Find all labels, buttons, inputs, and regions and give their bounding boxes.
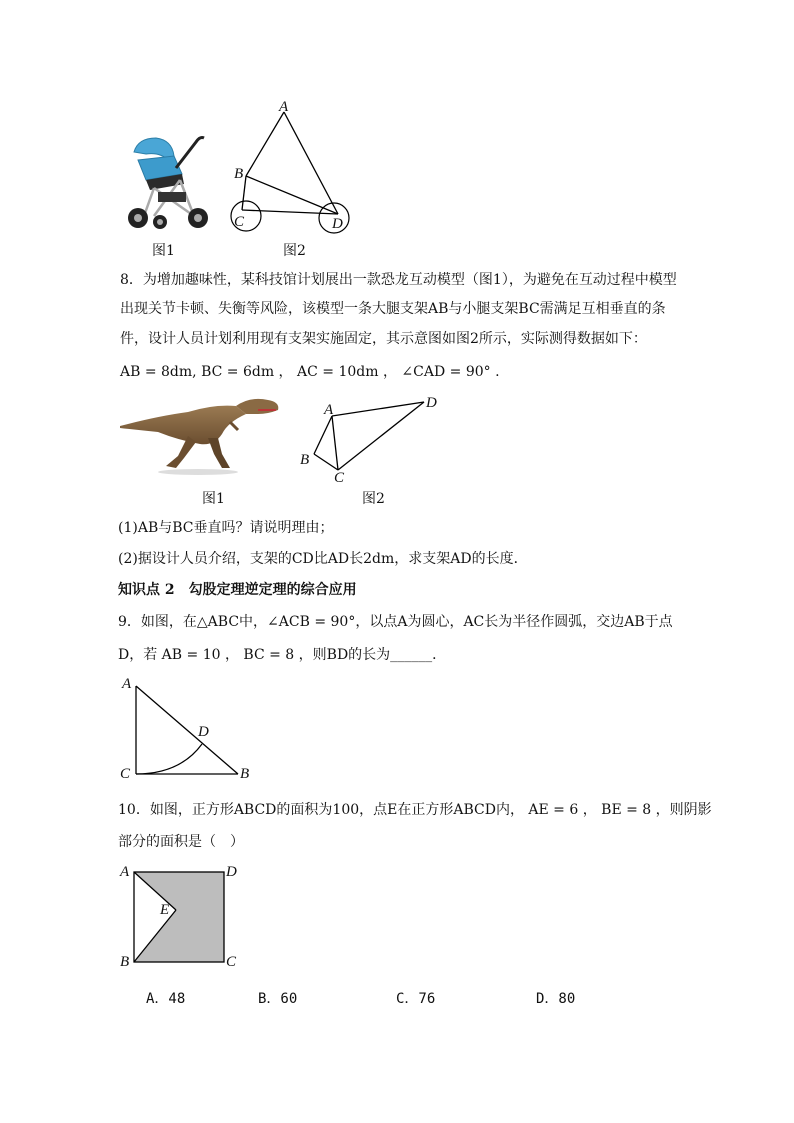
q10-square-diagram (126, 864, 236, 970)
q8-line-1: 8．为增加趣味性，某科技馆计划展出一款恐龙互动模型（图1），为避免在互动过程中模型 (120, 272, 677, 288)
fig2-caption-top: 图2 (283, 243, 306, 259)
label-c: C (234, 214, 245, 230)
q10-label-b: B (120, 954, 130, 970)
dinosaur-icon (118, 392, 282, 476)
label-d: D (332, 216, 343, 232)
q8-fig2-caption: 图2 (362, 491, 385, 507)
q10-option-c[interactable]: C．76 (396, 991, 436, 1007)
stroller-icon (124, 130, 216, 236)
q10-label-a: A (120, 864, 130, 880)
q9-label-c: C (120, 766, 131, 782)
q9-label-a: A (122, 676, 132, 692)
q9-label-d: D (198, 724, 209, 740)
q8-line-4: AB = 8dm, BC = 6dm ， AC = 10dm ， ∠CAD = 90° . (120, 364, 500, 380)
q9-line-1: 9．如图，在△ABC中，∠ACB = 90°，以点A为圆心，AC长为半径作圆弧，交边AB于点 (118, 614, 673, 630)
q10-option-b[interactable]: B．60 (258, 991, 298, 1007)
q10-line-1: 10．如图，正方形ABCD的面积为100，点E在正方形ABCD内， AE = 6 ， BE = 8 ，则阴影 (118, 802, 712, 818)
q8-line-3: 件，设计人员计划利用现有支架实施固定，其示意图如图2所示，实际测得数据如下： (120, 331, 647, 347)
q10-label-d: D (226, 864, 237, 880)
q8-label-b: B (300, 452, 310, 468)
q8-sub-1: (1)AB与BC垂直吗？请说明理由； (118, 520, 334, 536)
q10-line-2: 部分的面积是（ ） (118, 834, 244, 850)
q9-label-b: B (240, 766, 250, 782)
label-b: B (234, 166, 244, 182)
q10-option-a[interactable]: A．48 (146, 991, 186, 1007)
q9-line-2: D，若 AB = 10 ， BC = 8 ，则BD的长为______． (118, 647, 447, 663)
q8-label-d: D (426, 395, 437, 411)
q8-fig1-caption: 图1 (202, 491, 225, 507)
q8-sub-2: (2)据设计人员介绍，支架的CD比AD长2dm，求支架AD的长度． (118, 551, 528, 567)
q8-line-2: 出现关节卡顿、失衡等风险，该模型一条大腿支架AB与小腿支架BC需满足互相垂直的条 (120, 301, 666, 317)
section-heading: 知识点 2 勾股定理逆定理的综合应用 (118, 582, 357, 598)
q10-option-d[interactable]: D．80 (536, 991, 576, 1007)
dinosaur-figure (118, 392, 282, 476)
q8-label-a: A (324, 402, 334, 418)
fig1-caption-top: 图1 (152, 243, 175, 259)
stroller-figure (124, 130, 216, 236)
q8-quadrilateral-diagram (296, 392, 446, 488)
q10-label-c: C (226, 954, 237, 970)
label-a: A (279, 99, 289, 115)
q8-label-c: C (334, 470, 345, 486)
q10-label-e: E (160, 902, 170, 918)
